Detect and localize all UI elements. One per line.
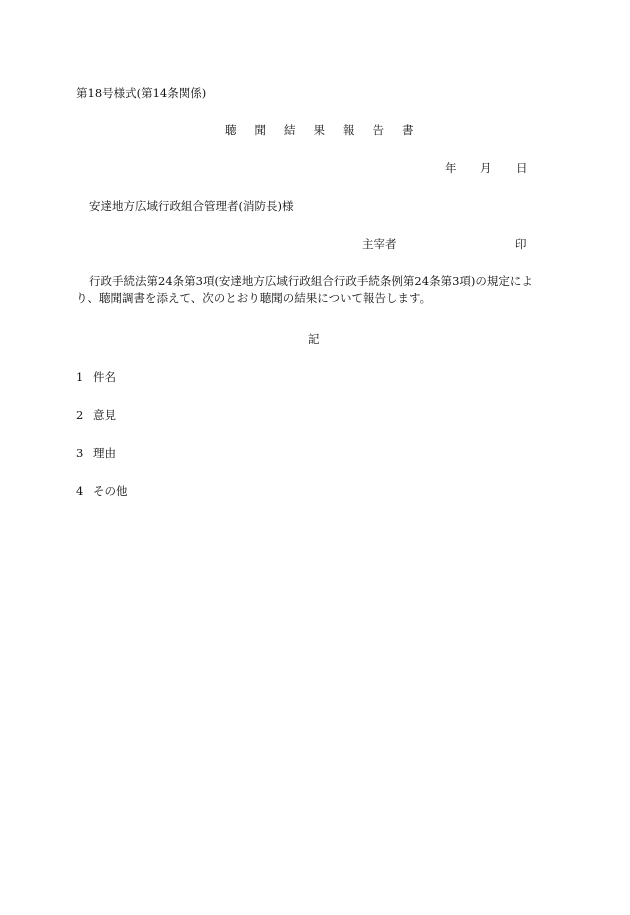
list-item [76, 370, 116, 384]
item-number: 2 [76, 408, 84, 422]
item-label: 件名 [93, 370, 116, 384]
list-item [76, 408, 116, 422]
date-month-label: 月 [480, 161, 492, 175]
date-year-label: 年 [445, 161, 457, 175]
title-char: 聴 [225, 123, 237, 137]
seal-label: 印 [515, 237, 527, 251]
list-item [76, 446, 116, 460]
addressee: 安達地方広域行政組合管理者(消防長)様 [89, 199, 294, 213]
title-char: 報 [343, 123, 355, 137]
ki-heading: 記 [308, 332, 320, 346]
item-label: 理由 [93, 446, 116, 460]
title-char: 果 [313, 123, 325, 137]
item-number: 4 [76, 484, 84, 498]
document-title [225, 123, 414, 137]
organizer-label: 主宰者 [362, 237, 397, 251]
title-char: 告 [372, 123, 384, 137]
list-item [76, 484, 128, 498]
report-body-text: 行政手続法第24条第3項(安達地方広域行政組合行政手続条例第24条第3項)の規定により、聴聞調書を添えて、次のとおり聴聞の結果について報告します。 [76, 274, 533, 305]
title-char: 聞 [254, 123, 266, 137]
form-number: 第18号様式(第14条関係) [76, 86, 207, 100]
item-number: 3 [76, 446, 84, 460]
item-number: 1 [76, 370, 84, 384]
item-label: 意見 [93, 408, 116, 422]
title-char: 結 [284, 123, 296, 137]
date-day-label: 日 [516, 161, 528, 175]
item-label: その他 [93, 484, 128, 498]
title-char: 書 [402, 123, 414, 137]
